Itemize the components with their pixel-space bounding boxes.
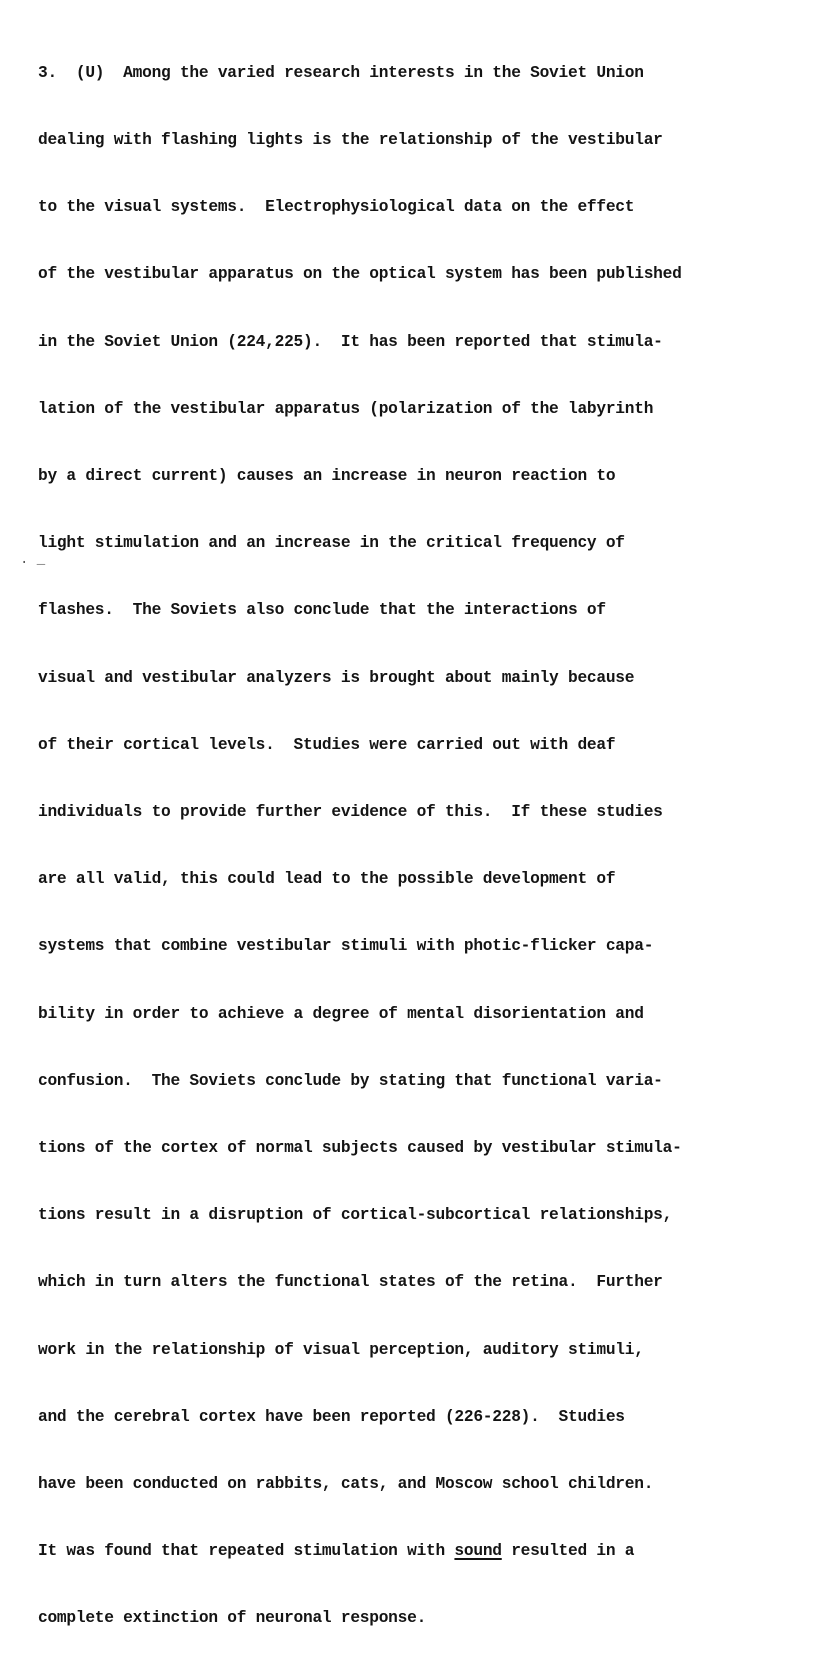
- text-line: by a direct current) causes an increase in neuron reaction to: [38, 467, 616, 486]
- text-line: individuals to provide further evidence of this. If these studies: [38, 803, 663, 822]
- text-line: visual and vestibular analyzers is brought about mainly because: [38, 668, 635, 687]
- text-line: tions of the cortex of normal subjects caused by vestibular stimula-: [38, 1139, 682, 1158]
- text-line: light stimulation and an increase in the critical frequency of: [38, 534, 625, 553]
- text-line: which in turn alters the functional states of the retina. Further: [38, 1273, 663, 1292]
- text-line: in the Soviet Union (224,225). It has been reported that stimula-: [38, 332, 663, 351]
- text-line: work in the relationship of visual perception, auditory stimuli,: [38, 1340, 644, 1359]
- text-line: confusion. The Soviets conclude by stating that functional varia-: [38, 1071, 663, 1090]
- text-line: have been conducted on rabbits, cats, and Moscow school children.: [38, 1475, 654, 1494]
- text-line: are all valid, this could lead to the possible development of: [38, 870, 616, 889]
- text-line: of their cortical levels. Studies were carried out with deaf: [38, 735, 616, 754]
- text-line: flashes. The Soviets also conclude that the interactions of: [38, 601, 606, 620]
- text-line: dealing with flashing lights is the relationship of the vestibular: [38, 131, 663, 150]
- text-line: to the visual systems. Electrophysiological data on the effect: [38, 198, 635, 217]
- text-line: tions result in a disruption of cortical-subcortical relationships,: [38, 1206, 673, 1225]
- text-fragment: It was found that repeated stimulation with: [38, 1542, 455, 1561]
- text-line: complete extinction of neuronal response.: [38, 1609, 427, 1628]
- text-line: systems that combine vestibular stimuli with photic-flicker capa-: [38, 937, 654, 956]
- text-line: lation of the vestibular apparatus (polarization of the labyrinth: [38, 399, 654, 418]
- text-line: 3. (U) Among the varied research interests in the Soviet Union: [38, 63, 644, 82]
- underlined-word-sound: sound: [454, 1542, 502, 1561]
- stray-mark: . _: [20, 552, 46, 568]
- text-line: and the cerebral cortex have been reported (226-228). Studies: [38, 1407, 625, 1426]
- text-line: of the vestibular apparatus on the optical system has been published: [38, 265, 682, 284]
- text-line: [38, 1540, 828, 1562]
- text-fragment: resulted in a: [501, 1542, 635, 1561]
- text-line: bility in order to achieve a degree of mental disorientation and: [38, 1004, 644, 1023]
- paragraph-3: [38, 17, 828, 1675]
